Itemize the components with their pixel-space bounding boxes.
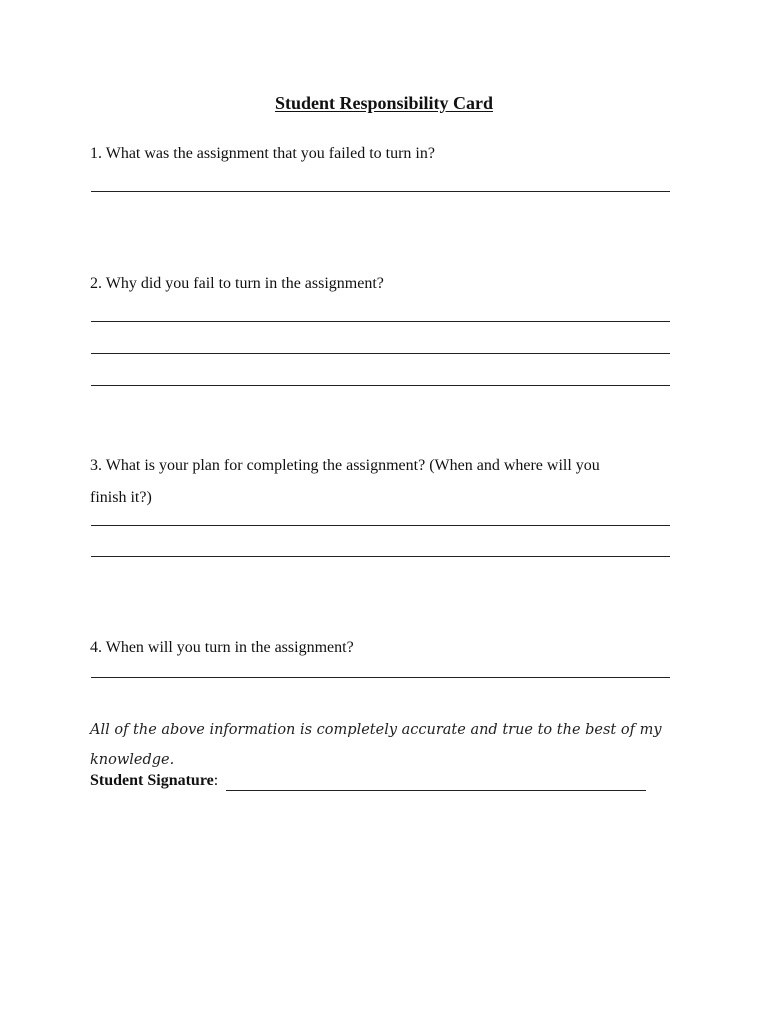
- accuracy-statement: All of the above information is completely accurate and true to the best of my knowledge.: [90, 722, 662, 768]
- signature-row: [90, 771, 218, 791]
- question-1: 1. What was the assignment that you failed to turn in?: [90, 145, 435, 162]
- answer-line-4[interactable]: [91, 677, 670, 678]
- signature-colon: :: [213, 772, 219, 789]
- answer-line-1[interactable]: [91, 191, 670, 192]
- question-3-line-1: 3. What is your plan for completing the assignment? (When and where will you: [90, 457, 600, 474]
- answer-line-2a[interactable]: [91, 321, 670, 322]
- signature-line[interactable]: [226, 790, 646, 791]
- question-2: 2. Why did you fail to turn in the assignment?: [90, 275, 384, 292]
- answer-line-2c[interactable]: [91, 385, 670, 386]
- signature-label: Student Signature: [90, 772, 214, 789]
- page-title: Student Responsibility Card: [274, 93, 494, 113]
- question-3-line-2: finish it?): [90, 489, 152, 506]
- question-4: 4. When will you turn in the assignment?: [90, 639, 354, 656]
- answer-line-2b[interactable]: [91, 353, 670, 354]
- answer-line-3b[interactable]: [91, 556, 670, 557]
- answer-line-3a[interactable]: [91, 525, 670, 526]
